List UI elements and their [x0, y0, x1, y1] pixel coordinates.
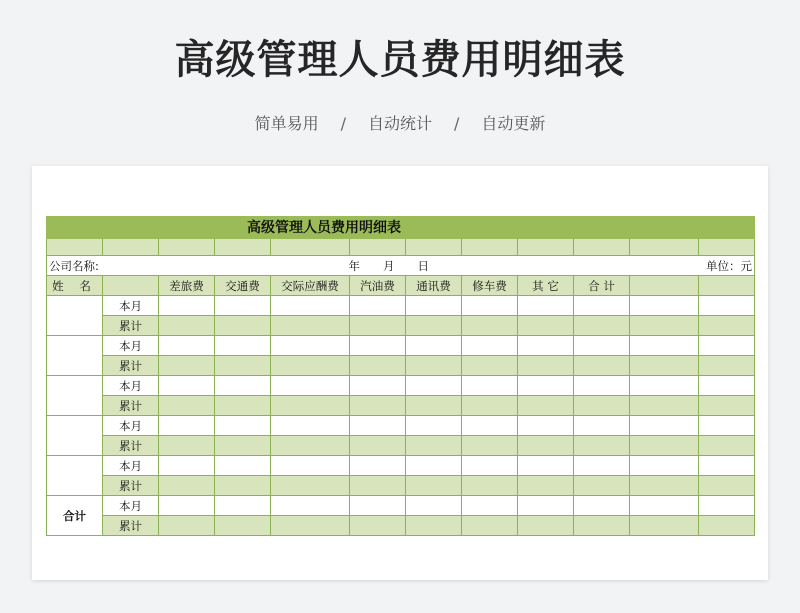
person-row: [47, 296, 755, 316]
amount-cell[interactable]: [350, 396, 406, 416]
amount-cell[interactable]: [574, 396, 630, 416]
amount-cell[interactable]: [518, 496, 574, 516]
header-blank: [699, 276, 755, 296]
person-row: [47, 396, 755, 416]
amount-cell[interactable]: [630, 376, 699, 396]
amount-cell[interactable]: [462, 416, 518, 436]
amount-cell[interactable]: [518, 436, 574, 456]
amount-cell[interactable]: [574, 496, 630, 516]
amount-cell[interactable]: [215, 416, 271, 436]
amount-cell[interactable]: [271, 456, 350, 476]
amount-cell[interactable]: [518, 416, 574, 436]
amount-cell[interactable]: [159, 516, 215, 536]
header-other: 其 它: [518, 276, 574, 296]
amount-cell[interactable]: [350, 376, 406, 396]
row-label-month: 本月: [103, 456, 159, 476]
amount-cell[interactable]: [574, 356, 630, 376]
cell[interactable]: [159, 239, 215, 256]
sheet-title: 高级管理人员费用明细表: [47, 217, 755, 239]
row-label-month: 本月: [103, 496, 159, 516]
row-label-month: 本月: [103, 296, 159, 316]
amount-cell[interactable]: [574, 336, 630, 356]
amount-cell[interactable]: [630, 476, 699, 496]
amount-cell[interactable]: [518, 456, 574, 476]
amount-cell[interactable]: [574, 476, 630, 496]
amount-cell[interactable]: [350, 416, 406, 436]
amount-cell[interactable]: [462, 356, 518, 376]
cell[interactable]: [574, 239, 630, 256]
tag-auto-stats: 自动统计: [367, 114, 432, 133]
amount-cell[interactable]: [215, 376, 271, 396]
amount-cell[interactable]: [271, 376, 350, 396]
amount-cell[interactable]: [518, 516, 574, 536]
info-row: [47, 256, 755, 276]
row-label-cumulative: 累计: [103, 436, 159, 456]
amount-cell[interactable]: [699, 336, 755, 356]
amount-cell[interactable]: [215, 396, 271, 416]
amount-cell[interactable]: [699, 356, 755, 376]
header-travel: 差旅费: [159, 276, 215, 296]
amount-cell[interactable]: [630, 396, 699, 416]
amount-cell[interactable]: [699, 416, 755, 436]
sheet-title-row: [47, 217, 755, 239]
amount-cell[interactable]: [215, 516, 271, 536]
amount-cell[interactable]: [215, 436, 271, 456]
spreadsheet-preview-card: [32, 166, 768, 580]
amount-cell[interactable]: [406, 336, 462, 356]
person-name-cell[interactable]: [47, 376, 103, 416]
amount-cell[interactable]: [699, 316, 755, 336]
amount-cell[interactable]: [699, 376, 755, 396]
amount-cell[interactable]: [462, 516, 518, 536]
person-row: [47, 476, 755, 496]
amount-cell[interactable]: [574, 296, 630, 316]
amount-cell[interactable]: [350, 436, 406, 456]
amount-cell[interactable]: [159, 416, 215, 436]
amount-cell[interactable]: [350, 296, 406, 316]
amount-cell[interactable]: [215, 336, 271, 356]
amount-cell[interactable]: [630, 356, 699, 376]
amount-cell[interactable]: [159, 356, 215, 376]
amount-cell[interactable]: [462, 396, 518, 416]
header-communication: 通讯费: [406, 276, 462, 296]
amount-cell[interactable]: [630, 416, 699, 436]
amount-cell[interactable]: [518, 296, 574, 316]
amount-cell[interactable]: [630, 516, 699, 536]
amount-cell[interactable]: [271, 416, 350, 436]
amount-cell[interactable]: [406, 356, 462, 376]
amount-cell[interactable]: [574, 456, 630, 476]
amount-cell[interactable]: [630, 316, 699, 336]
person-row: [47, 316, 755, 336]
tag-easy: 简单易用: [254, 114, 319, 133]
date-label: 年 月 日: [159, 256, 518, 276]
unit-label: 单位：元: [518, 256, 755, 276]
row-label-cumulative: 累计: [103, 476, 159, 496]
amount-cell[interactable]: [159, 436, 215, 456]
amount-cell[interactable]: [271, 396, 350, 416]
person-row: [47, 336, 755, 356]
feature-tags: [0, 113, 800, 135]
person-name-cell[interactable]: [47, 296, 103, 336]
row-label-cumulative: 累计: [103, 356, 159, 376]
amount-cell[interactable]: [215, 456, 271, 476]
expense-table: [46, 216, 755, 536]
person-row: [47, 456, 755, 476]
amount-cell[interactable]: [518, 356, 574, 376]
amount-cell[interactable]: [406, 376, 462, 396]
amount-cell[interactable]: [406, 496, 462, 516]
total-label: 合计: [47, 496, 103, 536]
cell[interactable]: [406, 239, 462, 256]
row-label-month: 本月: [103, 336, 159, 356]
amount-cell[interactable]: [462, 376, 518, 396]
amount-cell[interactable]: [350, 456, 406, 476]
amount-cell[interactable]: [574, 516, 630, 536]
cell[interactable]: [462, 239, 518, 256]
amount-cell[interactable]: [350, 316, 406, 336]
cell[interactable]: [103, 239, 159, 256]
amount-cell[interactable]: [630, 336, 699, 356]
amount-cell[interactable]: [462, 456, 518, 476]
header-entertainment: 交际应酬费: [271, 276, 350, 296]
row-label-cumulative: 累计: [103, 316, 159, 336]
amount-cell[interactable]: [406, 476, 462, 496]
amount-cell[interactable]: [462, 316, 518, 336]
amount-cell[interactable]: [630, 436, 699, 456]
row-label-month: 本月: [103, 376, 159, 396]
amount-cell[interactable]: [350, 496, 406, 516]
amount-cell[interactable]: [159, 396, 215, 416]
amount-cell[interactable]: [462, 336, 518, 356]
amount-cell[interactable]: [406, 516, 462, 536]
amount-cell[interactable]: [215, 296, 271, 316]
amount-cell[interactable]: [271, 336, 350, 356]
amount-cell[interactable]: [159, 376, 215, 396]
total-row: [47, 516, 755, 536]
cell[interactable]: [350, 239, 406, 256]
amount-cell[interactable]: [159, 496, 215, 516]
amount-cell[interactable]: [350, 516, 406, 536]
amount-cell[interactable]: [462, 476, 518, 496]
amount-cell[interactable]: [406, 296, 462, 316]
blank-row: [47, 239, 755, 256]
cell[interactable]: [699, 239, 755, 256]
amount-cell[interactable]: [699, 456, 755, 476]
amount-cell[interactable]: [406, 316, 462, 336]
amount-cell[interactable]: [699, 396, 755, 416]
amount-cell[interactable]: [215, 476, 271, 496]
amount-cell[interactable]: [350, 356, 406, 376]
header-blank: [103, 276, 159, 296]
amount-cell[interactable]: [630, 496, 699, 516]
amount-cell[interactable]: [462, 496, 518, 516]
tag-separator: /: [454, 114, 460, 133]
cell[interactable]: [215, 239, 271, 256]
amount-cell[interactable]: [406, 416, 462, 436]
person-row: [47, 416, 755, 436]
amount-cell[interactable]: [159, 296, 215, 316]
amount-cell[interactable]: [699, 496, 755, 516]
amount-cell[interactable]: [350, 336, 406, 356]
header-repair: 修车费: [462, 276, 518, 296]
cell[interactable]: [47, 239, 103, 256]
total-row: [47, 496, 755, 516]
row-label-cumulative: 累计: [103, 516, 159, 536]
person-row: [47, 436, 755, 456]
amount-cell[interactable]: [699, 296, 755, 316]
amount-cell[interactable]: [462, 296, 518, 316]
amount-cell[interactable]: [406, 396, 462, 416]
row-label-cumulative: 累计: [103, 396, 159, 416]
company-name-label: 公司名称:: [47, 256, 159, 276]
person-name-cell[interactable]: [47, 416, 103, 456]
amount-cell[interactable]: [518, 476, 574, 496]
amount-cell[interactable]: [406, 436, 462, 456]
amount-cell[interactable]: [574, 416, 630, 436]
amount-cell[interactable]: [215, 356, 271, 376]
tag-separator: /: [340, 114, 346, 133]
amount-cell[interactable]: [271, 296, 350, 316]
amount-cell[interactable]: [159, 336, 215, 356]
cell[interactable]: [630, 239, 699, 256]
header-fuel: 汽油费: [350, 276, 406, 296]
person-name-cell[interactable]: [47, 336, 103, 376]
row-label-month: 本月: [103, 416, 159, 436]
amount-cell[interactable]: [271, 436, 350, 456]
amount-cell[interactable]: [630, 456, 699, 476]
amount-cell[interactable]: [462, 436, 518, 456]
amount-cell[interactable]: [518, 316, 574, 336]
amount-cell[interactable]: [159, 456, 215, 476]
amount-cell[interactable]: [271, 496, 350, 516]
amount-cell[interactable]: [159, 476, 215, 496]
header-transport: 交通费: [215, 276, 271, 296]
amount-cell[interactable]: [630, 296, 699, 316]
cell[interactable]: [518, 239, 574, 256]
person-row: [47, 356, 755, 376]
header-name: 姓 名: [47, 276, 103, 296]
header-row: [47, 276, 755, 296]
amount-cell[interactable]: [518, 336, 574, 356]
header-total: 合 计: [574, 276, 630, 296]
amount-cell[interactable]: [518, 396, 574, 416]
amount-cell[interactable]: [271, 316, 350, 336]
amount-cell[interactable]: [271, 356, 350, 376]
amount-cell[interactable]: [350, 476, 406, 496]
amount-cell[interactable]: [406, 456, 462, 476]
amount-cell[interactable]: [574, 316, 630, 336]
amount-cell[interactable]: [574, 376, 630, 396]
amount-cell[interactable]: [699, 476, 755, 496]
amount-cell[interactable]: [699, 436, 755, 456]
amount-cell[interactable]: [271, 476, 350, 496]
tag-auto-update: 自动更新: [481, 114, 546, 133]
amount-cell[interactable]: [271, 516, 350, 536]
person-row: [47, 376, 755, 396]
person-name-cell[interactable]: [47, 456, 103, 496]
cell[interactable]: [271, 239, 350, 256]
amount-cell[interactable]: [215, 316, 271, 336]
amount-cell[interactable]: [159, 316, 215, 336]
amount-cell[interactable]: [215, 496, 271, 516]
page-title: 高级管理人员费用明细表: [174, 37, 626, 83]
amount-cell[interactable]: [518, 376, 574, 396]
amount-cell[interactable]: [574, 436, 630, 456]
amount-cell[interactable]: [699, 516, 755, 536]
header-blank: [630, 276, 699, 296]
